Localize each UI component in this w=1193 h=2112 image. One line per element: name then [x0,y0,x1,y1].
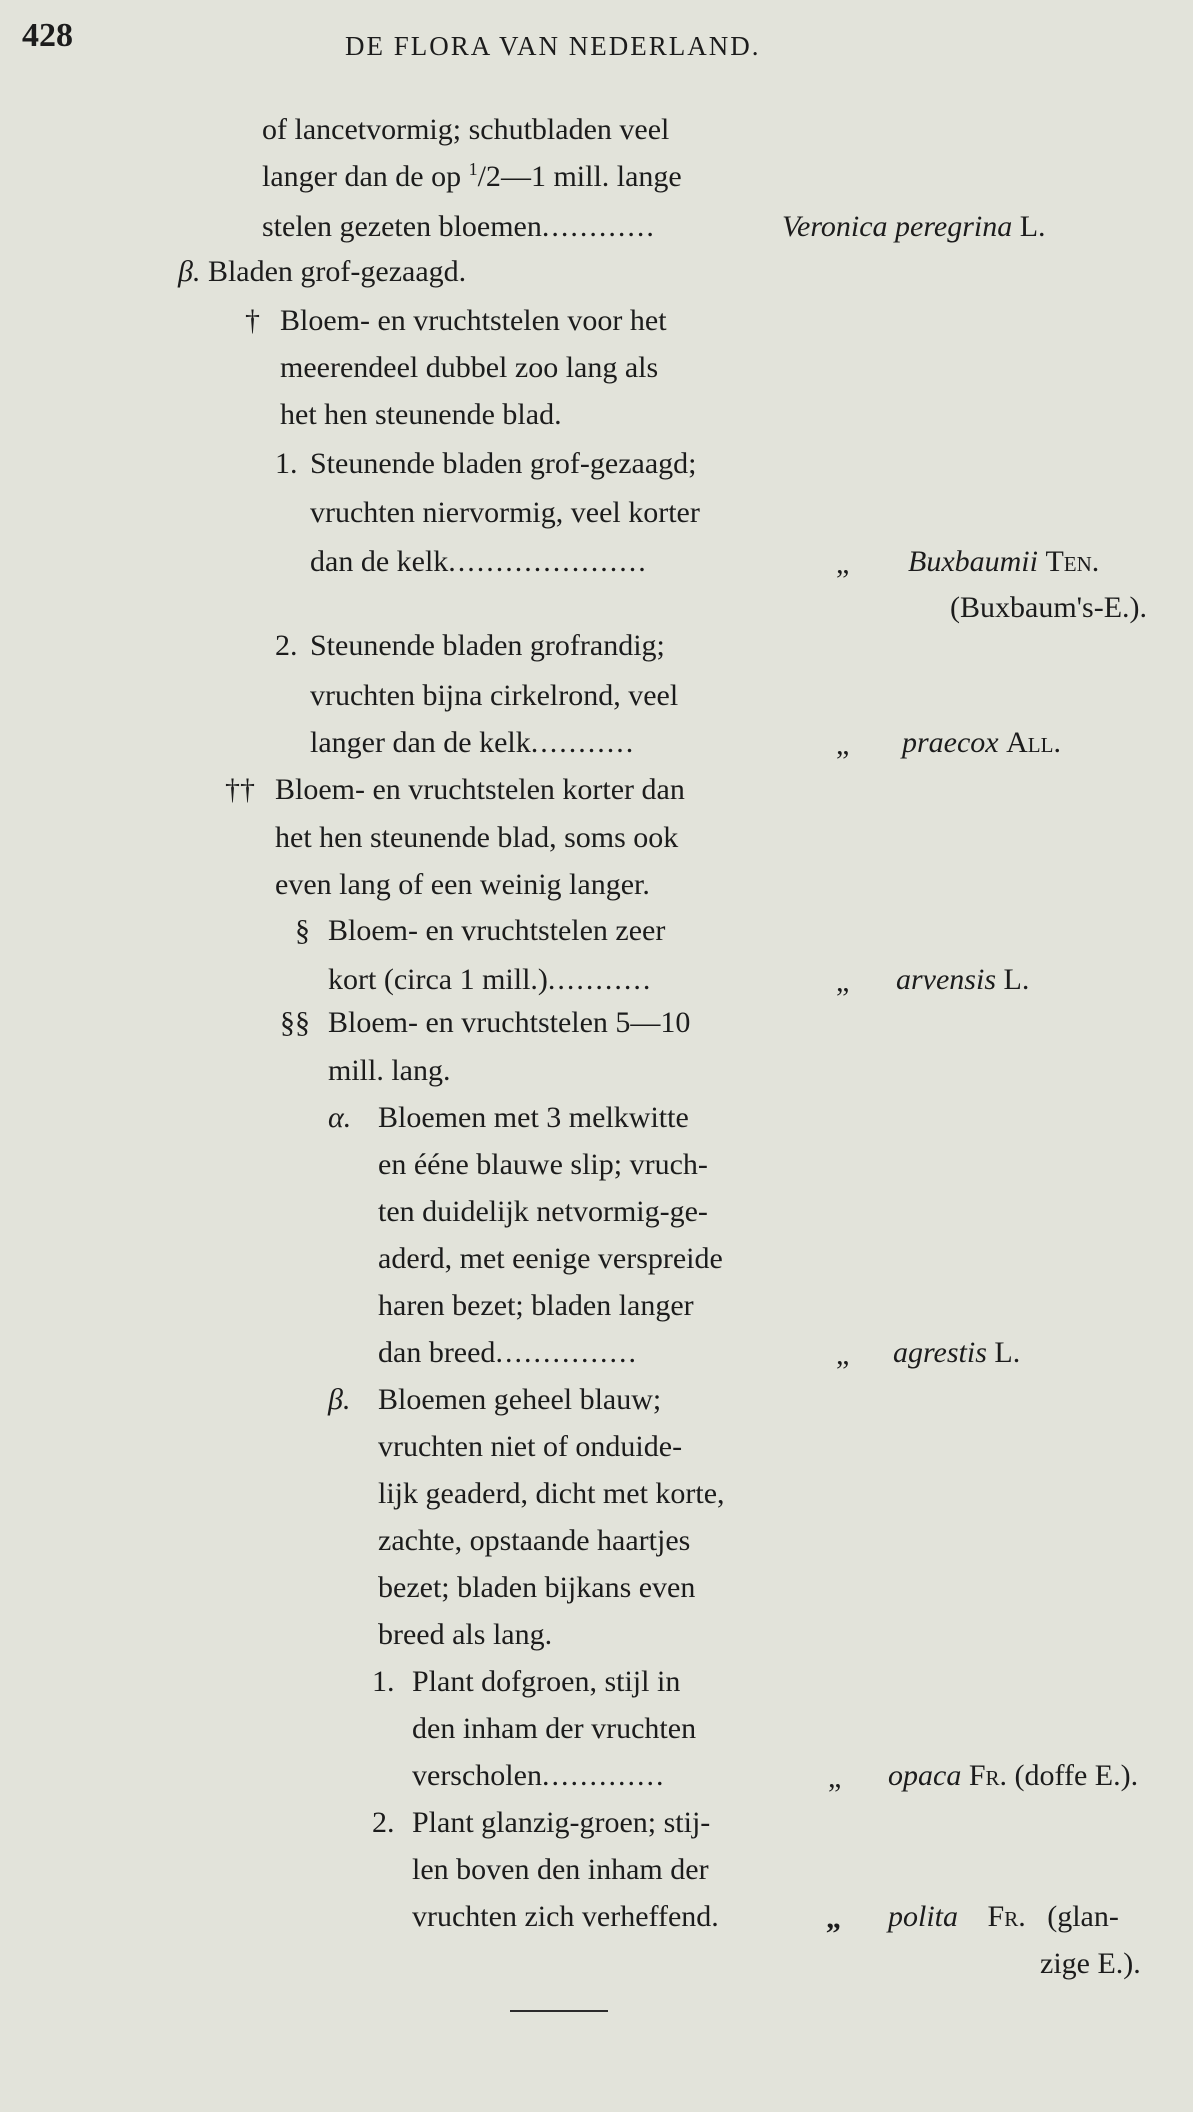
key-marker: 2. [275,629,298,662]
text-line: Bloemen met 3 melkwitte [378,1101,689,1134]
species-name: praecox [902,726,999,759]
text-line: het hen steunende blad, soms ook [275,821,679,854]
text-line: bezet; bladen bijkans even [378,1571,696,1604]
text-line: Plant dofgroen, stijl in [412,1665,681,1698]
text-line: vruchten niervormig, veel korter [310,496,700,529]
key-marker: 1. [275,447,298,480]
text-line: aderd, met eenige verspreide [378,1242,723,1275]
ditto-mark: „ [836,547,850,580]
section-divider [510,2010,608,2012]
text-line: zachte, opstaande haartjes [378,1524,691,1557]
key-marker: β. [178,255,201,288]
text-line: meerendeel dubbel zoo lang als [280,351,659,384]
text-line: langer dan de op $^1$/2—1 mill. lange [262,159,682,193]
text-line: Bloem- en vruchtstelen voor het [280,304,667,337]
running-title: DE FLORA VAN NEDERLAND. [345,31,761,61]
author: Fr. [987,1900,1026,1933]
dagger-marker: † [245,304,260,337]
fraction: $^1$/2 [468,159,501,193]
ditto-mark: „ [826,1902,841,1935]
species-line: dan de kelk..................... [310,545,648,578]
key-marker: 1. [372,1665,395,1698]
author: Fr. [968,1759,1008,1792]
text-line: vruchten niet of onduide- [378,1430,683,1463]
text-line: het hen steunende blad. [280,398,562,431]
text-line: vruchten zich verheffend. [412,1900,719,1933]
species-name-line [896,962,1029,998]
species-name: agrestis [893,1336,987,1369]
vernacular-name: (doffe E.). [1014,1759,1139,1792]
author: Ten. [1045,545,1100,578]
text-line: Bloem- en vruchtstelen zeer [328,914,666,947]
ditto-mark: „ [836,965,850,998]
text-line: vruchten bijna cirkelrond, veel [310,679,679,712]
key-marker: β. [328,1383,351,1416]
text-line: Steunende bladen grof-gezaagd; [310,447,697,480]
text-line: haren bezet; bladen langer [378,1289,694,1322]
section-marker: §§ [280,1006,310,1039]
text-line: Bloem- en vruchtstelen 5—10 [328,1006,691,1039]
species-name: opaca [888,1759,962,1792]
ditto-mark: „ [836,1338,850,1371]
species-line: langer dan de kelk........... [310,726,636,759]
species-name: polita [888,1900,959,1933]
author: L. [1019,210,1046,243]
text-line: Steunende bladen grofrandig; [310,629,665,662]
species-name-line [888,1758,1138,1794]
text-line: of lancetvormig; schutbladen veel [262,113,670,146]
text-line: breed als lang. [378,1618,553,1651]
species-name-line [893,1335,1020,1371]
key-marker: α. [328,1101,352,1134]
key-heading: β. Bladen grof-gezaagd. [178,255,467,288]
ditto-mark: „ [828,1761,842,1794]
species-line: stelen gezeten bloemen............ Veronica peregrina L. [262,210,1046,243]
author: L. [1003,963,1030,996]
text-line: en ééne blauwe slip; vruch- [378,1148,708,1181]
vernacular-name: (glan- [1047,1900,1119,1933]
text-line: mill. lang. [328,1054,451,1087]
ditto-mark: „ [836,728,850,761]
text-line: Bloemen geheel blauw; [378,1383,662,1416]
key-marker: 2. [372,1806,395,1839]
species-name: Veronica peregrina [782,210,1013,243]
text-line: even lang of een weinig langer. [275,868,650,901]
species-line: kort (circa 1 mill.)........... [328,963,653,996]
text-line: den inham der vruchten [412,1712,697,1745]
text-line: ten duidelijk netvormig-ge- [378,1195,708,1228]
species-name: arvensis [896,963,996,996]
vernacular-name: zige E.). [1040,1947,1141,1980]
text-line: Plant glanzig-groen; stij- [412,1806,711,1839]
text-line: len boven den inham der [412,1853,709,1886]
species-name-line [902,725,1061,761]
author: All. [1006,726,1061,759]
species-name-line [888,1899,1119,1935]
author: L. [994,1336,1021,1369]
text-line: lijk geaderd, dicht met korte, [378,1477,725,1510]
species-line: dan breed............... [378,1336,638,1369]
vernacular-name: (Buxbaum's-E.). [950,591,1148,624]
species-name: Buxbaumii [908,545,1038,578]
dagger-marker: †† [225,773,255,806]
text-line: Bloem- en vruchtstelen korter dan [275,773,685,806]
species-line: verscholen............. [412,1759,666,1792]
page-number: 428 [22,17,73,54]
section-marker: § [295,914,310,947]
species-name-line [908,544,1099,580]
